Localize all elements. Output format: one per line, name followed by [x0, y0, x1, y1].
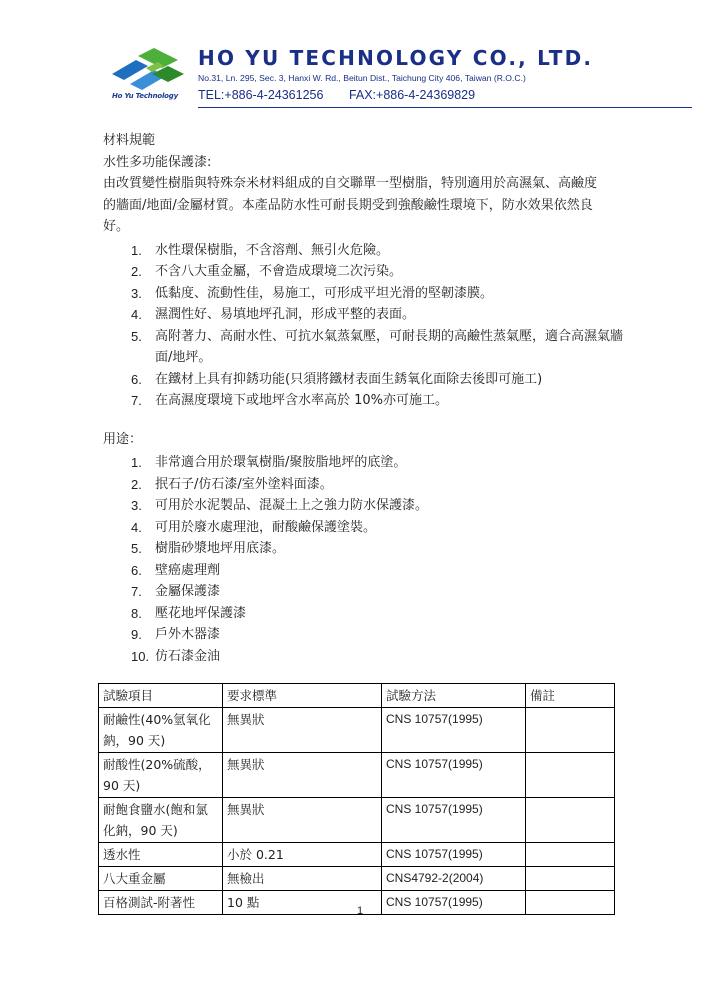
- list-item-text: 高附著力、高耐水性、可抗水氣蒸氣壓，可耐長期的高鹼性蒸氣壓，適合高濕氣牆面/地坪。: [155, 328, 624, 365]
- product-intro: 由改質變性樹脂與特殊奈米材料組成的自交聯單一型樹脂，特別適用於高濕氣、高鹼度的牆面/地面/金屬材質。本產品防水性可耐長期受到強酸鹼性環境下，防水效果依然良好。: [103, 176, 598, 234]
- list-item: [103, 283, 623, 305]
- feature-list: [103, 240, 623, 412]
- table-cell: 耐飽食鹽水(飽和氯化鈉，90 天): [99, 798, 223, 843]
- column-header: 試驗項目: [99, 684, 223, 708]
- list-item-number: 5.: [131, 328, 142, 344]
- table-row: [99, 798, 615, 843]
- list-item-text: 非常適合用於環氧樹脂/聚胺脂地坪的底塗。: [155, 455, 407, 470]
- list-item: [103, 517, 623, 539]
- list-item-number: 7.: [131, 393, 142, 408]
- list-item-text: 壁癌處理劑: [155, 562, 221, 578]
- list-item-number: 3.: [131, 285, 142, 301]
- table-cell: 10 點: [223, 891, 382, 915]
- list-item: [103, 240, 623, 262]
- table-cell: [526, 753, 615, 798]
- table-cell: CNS 10757(1995): [382, 753, 526, 798]
- table-cell: 耐酸性(20%硫酸，90 天): [99, 753, 223, 798]
- list-item-text: 水性環保樹脂，不含溶劑、無引火危險。: [155, 242, 390, 258]
- list-item: [103, 261, 623, 283]
- table-row: [99, 708, 615, 753]
- list-item-number: 7.: [131, 584, 142, 599]
- table-row: [99, 867, 615, 891]
- document-body: [103, 130, 623, 667]
- list-item-text: 在高濕度環境下或地坪含水率高於 10%亦可施工。: [155, 393, 449, 408]
- table-cell: 無異狀: [223, 708, 382, 753]
- column-header: 要求標準: [223, 684, 382, 708]
- list-item-text: 戶外木器漆: [155, 627, 221, 642]
- page-number: 1: [356, 905, 364, 917]
- table-cell: [526, 708, 615, 753]
- table-row: [99, 753, 615, 798]
- table-cell: CNS 10757(1995): [382, 708, 526, 753]
- test-spec-table: [98, 683, 615, 915]
- letterhead: [108, 40, 598, 112]
- list-item-number: 10.: [131, 648, 150, 664]
- list-item: [103, 452, 623, 474]
- list-item-text: 低黏度、流動性佳，易施工，可形成平坦光滑的堅韌漆膜。: [155, 285, 494, 301]
- list-item-text: 不含八大重金屬，不會造成環境二次污染。: [155, 264, 403, 279]
- column-header: 備註: [526, 684, 615, 708]
- table-cell: 無異狀: [223, 798, 382, 843]
- list-item: [103, 390, 623, 412]
- list-item-number: 6.: [131, 562, 142, 578]
- list-item-text: 可用於水泥製品、混凝土上之強力防水保護漆。: [155, 498, 429, 513]
- list-item-number: 9.: [131, 627, 142, 642]
- product-name: 水性多功能保護漆:: [103, 154, 212, 170]
- uses-title: 用途：: [103, 431, 143, 447]
- table-cell: CNS 10757(1995): [382, 891, 526, 915]
- tel-number: TEL:+886-4-24361256: [198, 88, 324, 102]
- list-item-number: 8.: [131, 605, 142, 621]
- list-item-text: 壓花地坪保護漆: [155, 605, 247, 621]
- table-cell: 八大重金屬: [99, 867, 223, 891]
- list-item-number: 4.: [131, 519, 142, 535]
- list-item: [103, 538, 623, 560]
- list-item-number: 6.: [131, 371, 142, 387]
- list-item-number: 4.: [131, 307, 142, 322]
- list-item: [103, 326, 623, 369]
- list-item-number: 2.: [131, 476, 142, 492]
- header-divider: [198, 107, 692, 108]
- table-cell: 無異狀: [223, 753, 382, 798]
- list-item: [103, 624, 623, 646]
- table-cell: CNS 10757(1995): [382, 843, 526, 867]
- list-item-number: 1.: [131, 242, 142, 258]
- fax-number: FAX:+886-4-24369829: [348, 88, 476, 102]
- document-title: 材料規範: [103, 133, 156, 148]
- list-item-text: 可用於廢水處理池，耐酸鹼保護塗裝。: [155, 519, 377, 535]
- list-item-text: 抿石子/仿石漆/室外塗料面漆。: [155, 476, 333, 492]
- list-item-number: 5.: [131, 541, 142, 556]
- table-cell: 百格測試-附著性: [99, 891, 223, 915]
- table-cell: CNS 10757(1995): [382, 798, 526, 843]
- table-cell: 小於 0.21: [223, 843, 382, 867]
- list-item-number: 3.: [131, 498, 142, 513]
- list-item-text: 在鐵材上具有抑銹功能(只須將鐵材表面生銹氧化面除去後即可施工): [155, 371, 543, 387]
- list-item: [103, 581, 623, 603]
- company-contact: [198, 88, 497, 102]
- company-address: No.31, Ln. 295, Sec. 3, Hanxi W. Rd., Beitun Dist., Taichung City 406, Taiwan (R.O.C.): [198, 73, 526, 83]
- table-cell: 透水性: [99, 843, 223, 867]
- table-cell: 耐鹼性(40%氫氧化鈉，90 天): [99, 708, 223, 753]
- list-item: [103, 603, 623, 625]
- list-item: [103, 646, 623, 668]
- table-cell: CNS4792-2(2004): [382, 867, 526, 891]
- table-cell: [526, 867, 615, 891]
- table-header-row: [99, 684, 615, 708]
- table-cell: 無檢出: [223, 867, 382, 891]
- uses-list: [103, 452, 623, 667]
- company-name: HO YU TECHNOLOGY CO., LTD.: [198, 46, 594, 70]
- list-item: [103, 369, 623, 391]
- list-item: [103, 560, 623, 582]
- list-item-number: 1.: [131, 455, 142, 470]
- list-item-text: 仿石漆金油: [155, 648, 221, 664]
- column-header: 試驗方法: [382, 684, 526, 708]
- list-item: [103, 304, 623, 326]
- list-item-number: 2.: [131, 264, 142, 279]
- table-cell: [526, 798, 615, 843]
- logo-caption: Ho Yu Technology: [112, 92, 178, 100]
- table-cell: [526, 843, 615, 867]
- list-item-text: 樹脂砂漿地坪用底漆。: [155, 541, 286, 556]
- table-row: [99, 843, 615, 867]
- list-item-text: 金屬保護漆: [155, 584, 221, 599]
- list-item: [103, 495, 623, 517]
- list-item: [103, 474, 623, 496]
- list-item-text: 濕潤性好、易填地坪孔洞，形成平整的表面。: [155, 307, 416, 322]
